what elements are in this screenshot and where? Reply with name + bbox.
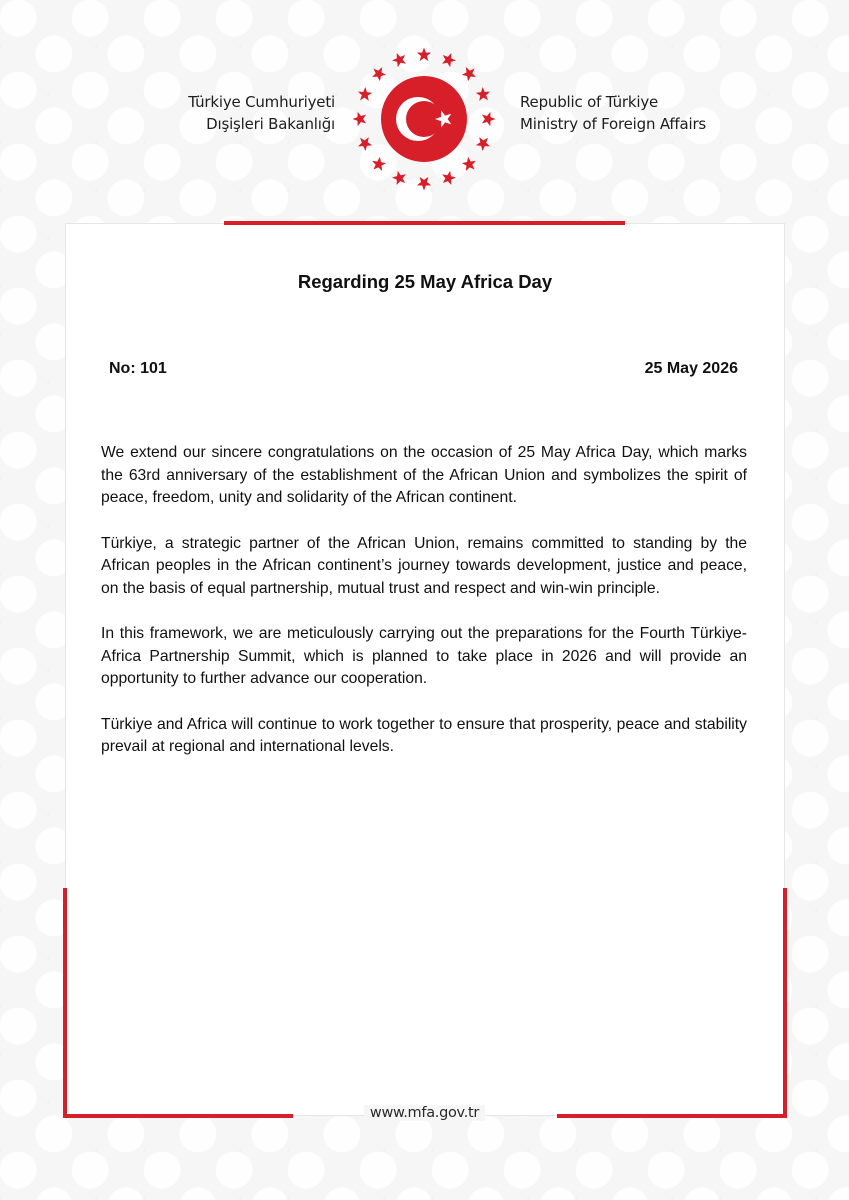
top-accent-line — [224, 221, 625, 225]
footer-website-link[interactable]: www.mfa.gov.tr — [364, 1105, 485, 1121]
seal-star-icon — [482, 112, 496, 126]
document-title: Regarding 25 May Africa Day — [297, 271, 553, 292]
seal-star-icon — [358, 137, 372, 151]
frame-right-accent — [783, 888, 787, 1118]
seal-star-icon — [392, 53, 406, 67]
seal-star-icon — [417, 48, 431, 62]
seal-star-icon — [392, 171, 406, 185]
seal-star-icon — [462, 67, 476, 81]
ministry-name-turkish-line2: Dışişleri Bakanlığı — [206, 115, 335, 133]
ministry-name-turkish — [188, 91, 335, 135]
ministry-seal-logo — [345, 40, 503, 198]
ministry-name-english-line1: Republic of Türkiye — [520, 93, 659, 111]
seal-star-icon — [358, 87, 372, 101]
document-number: No: 101 — [109, 360, 167, 377]
document-body — [101, 442, 747, 782]
document-date: 25 May 2026 — [644, 360, 738, 377]
seal-star-icon — [462, 157, 476, 171]
seal-star-icon — [353, 112, 367, 126]
body-paragraph: In this framework, we are meticulously carrying out the preparations for the Fourth Türkiye-Africa Partnership Summit, which is planned to take place in 2026 and will provide an opportunity to further advance our cooperation. — [101, 625, 747, 687]
seal-star-icon — [476, 87, 490, 101]
body-paragraph: Türkiye and Africa will continue to work together to ensure that prosperity, peace and stability prevail at regional and international levels. — [101, 715, 747, 755]
body-paragraph: Türkiye, a strategic partner of the African Union, remains committed to standing by the African peoples in the African continent’s journey towards development, justice and peace, on the basis of equal partnership, mutual trust and respect and win-win principle. — [101, 534, 747, 597]
seal-star-icon — [417, 177, 431, 191]
ministry-name-english — [520, 91, 706, 135]
ministry-name-english-line2: Ministry of Foreign Affairs — [520, 115, 707, 133]
seal-star-icon — [372, 157, 386, 171]
seal-star-icon — [372, 67, 386, 81]
frame-left-accent — [63, 888, 67, 1118]
seal-star-icon — [442, 171, 456, 185]
seal-star-icon — [476, 137, 490, 151]
seal-star-icon — [442, 53, 456, 67]
body-paragraph: We extend our sincere congratulations on the occasion of 25 May Africa Day, which marks the 63rd anniversary of the establishment of the African Union and symbolizes the spirit of peace, freedom, unity and solidarity of the African continent. — [101, 444, 747, 506]
ministry-name-turkish-line1: Türkiye Cumhuriyeti — [188, 93, 335, 111]
footer — [0, 1105, 849, 1121]
